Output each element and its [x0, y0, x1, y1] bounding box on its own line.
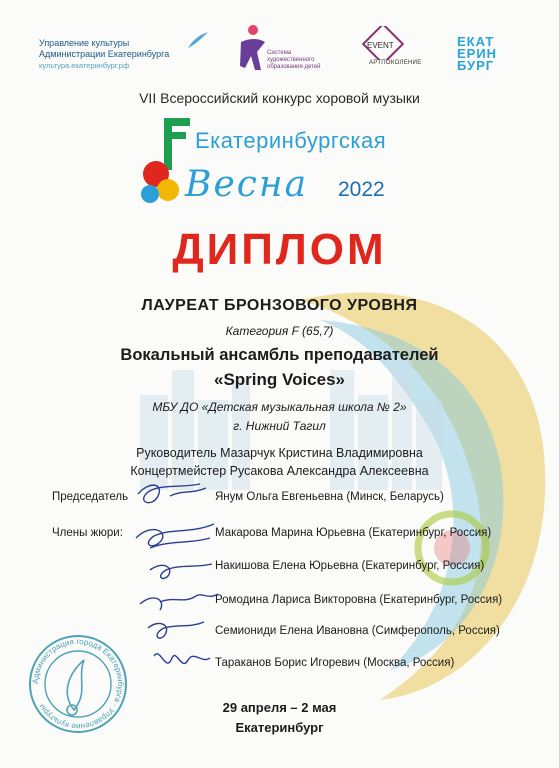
art-caption: АРТПОКОЛЕНИЕ: [369, 60, 422, 66]
member-signature: [150, 564, 212, 578]
jury-member: Накишова Елена Юрьевна (Екатеринбург, Россия): [215, 560, 485, 572]
art-generation-logo: [355, 26, 435, 76]
ensemble-leader: Руководитель Мазарчук Кристина Владимировна: [136, 446, 423, 460]
member-signature: [140, 594, 218, 610]
system-line2: художественного: [267, 57, 315, 63]
art-education-system-logo: [237, 22, 327, 78]
feather-icon: [186, 30, 210, 50]
city-name: г. Нижний Тагил: [233, 419, 326, 433]
accompanist: Концертмейстер Русакова Александра Алексеевна: [130, 464, 429, 478]
system-line1: Система: [267, 50, 292, 56]
jury-member: Семиониди Елена Ивановна (Симферополь, Россия): [215, 625, 500, 637]
laureate-level: ЛАУРЕАТ БРОНЗОВОГО УРОВНЯ: [141, 297, 418, 314]
culture-line1: Управление культуры: [39, 38, 130, 48]
chair-label: Председатель: [52, 491, 129, 503]
jury-member: Макарова Марина Юрьевна (Екатеринбург, Россия): [215, 527, 492, 539]
stamp-text: Администрация города Екатеринбурга · Управление культуры: [30, 636, 126, 732]
ekb-line3: БУРГ: [457, 58, 495, 73]
culture-line2: Администрации Екатеринбурга: [39, 49, 170, 59]
category: Категория F (65,7): [225, 324, 334, 338]
ekb-line1: ЕКАТ: [457, 34, 495, 49]
jury-member: Ромодина Лариса Викторовна (Екатеринбург, Россия): [215, 594, 503, 606]
member-signature: [148, 622, 204, 638]
members-label: Члены жюри:: [52, 527, 123, 539]
dancer-icon: [237, 22, 267, 74]
jury-member: Тараканов Борис Игоревич (Москва, Россия): [215, 657, 455, 669]
jury-chair: Янум Ольга Евгеньевна (Минск, Беларусь): [215, 491, 444, 503]
culture-url: культура.екатеринбург.рф: [39, 61, 130, 70]
brand-name-line2: Весна: [185, 164, 309, 205]
chair-signature: [138, 484, 206, 503]
ensemble-name-line2: «Spring Voices»: [213, 370, 345, 389]
contest-dates: 29 апреля – 2 мая: [222, 700, 337, 715]
contest-year: 2022: [338, 178, 385, 201]
event-emblem-icon: [355, 26, 415, 60]
culture-department-logo: [39, 38, 209, 71]
diploma-title: ДИПЛОМ: [172, 225, 387, 274]
contest-place: Екатеринбург: [235, 720, 324, 735]
svg-text:EVENT: EVENT: [367, 41, 394, 50]
ensemble-name-line1: Вокальный ансамбль преподавателей: [120, 346, 439, 364]
school-name: МБУ ДО «Детская музыкальная школа № 2»: [152, 400, 407, 414]
signatures: [130, 478, 230, 698]
brand-name-line1: Екатеринбургская: [195, 128, 387, 153]
system-line3: образования детей: [267, 64, 321, 70]
member-signature: [136, 524, 214, 548]
contest-subtitle: VII Всероссийский конкурс хоровой музыки: [139, 90, 420, 106]
ekb-line2: ЕРИН: [457, 46, 498, 61]
member-signature: [154, 654, 210, 664]
ekaterinburg-logo: [457, 36, 507, 72]
